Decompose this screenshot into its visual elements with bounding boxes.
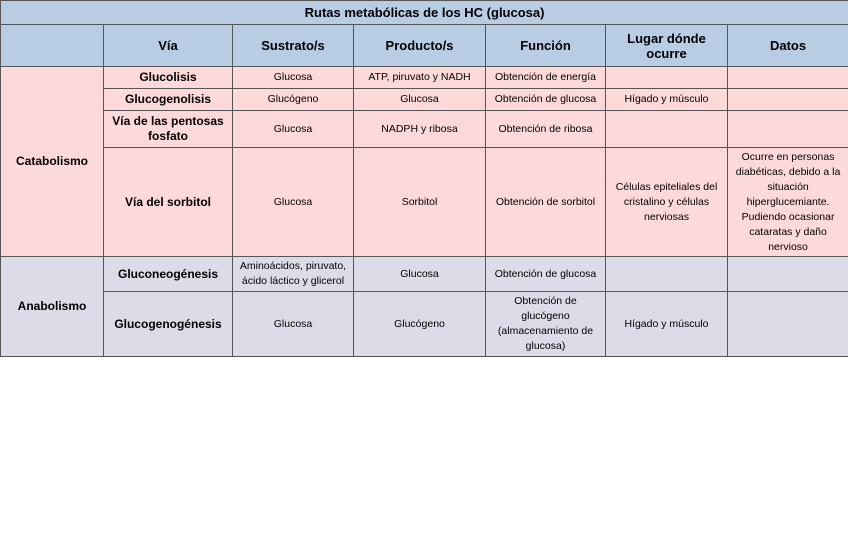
cell-producto: Glucosa (354, 257, 486, 292)
header-sustrato: Sustrato/s (233, 25, 354, 67)
cell-via: Vía de las pentosas fosfato (104, 111, 233, 148)
table-row (1, 292, 848, 357)
cell-lugar: Células epiteliales del cristalino y células nerviosas (606, 148, 728, 257)
cell-via: Vía del sorbitol (104, 148, 233, 257)
cell-sustrato: Glucosa (233, 111, 354, 148)
cell-producto: Glucógeno (354, 292, 486, 357)
table-row (1, 111, 848, 148)
header-funcion: Función (486, 25, 606, 67)
cell-funcion: Obtención de energía (486, 67, 606, 89)
cell-funcion: Obtención de glucosa (486, 257, 606, 292)
cell-lugar (606, 67, 728, 89)
cell-via: Gluconeogénesis (104, 257, 233, 292)
group-anabolismo: Anabolismo (1, 257, 104, 357)
cell-via: Glucolisis (104, 67, 233, 89)
cell-sustrato: Glucosa (233, 67, 354, 89)
cell-lugar (606, 111, 728, 148)
cell-funcion: Obtención de glucosa (486, 89, 606, 111)
cell-datos (728, 292, 848, 357)
header-empty (1, 25, 104, 67)
cell-datos: Ocurre en personas diabéticas, debido a la situación hiperglucemiante. Pudiendo ocasionar cataratas y daño nervioso (728, 148, 848, 257)
cell-datos (728, 111, 848, 148)
header-via: Vía (104, 25, 233, 67)
cell-lugar: Hígado y músculo (606, 89, 728, 111)
header-datos: Datos (728, 25, 848, 67)
cell-via: Glucogenogénesis (104, 292, 233, 357)
cell-producto: Glucosa (354, 89, 486, 111)
cell-datos (728, 67, 848, 89)
cell-lugar: Hígado y músculo (606, 292, 728, 357)
cell-lugar (606, 257, 728, 292)
cell-via: Glucogenolisis (104, 89, 233, 111)
table-row (1, 67, 848, 89)
group-catabolismo: Catabolismo (1, 67, 104, 257)
table-row (1, 89, 848, 111)
cell-datos (728, 257, 848, 292)
table-title: Rutas metabólicas de los HC (glucosa) (1, 1, 848, 25)
header-producto: Producto/s (354, 25, 486, 67)
cell-funcion: Obtención de ribosa (486, 111, 606, 148)
cell-sustrato: Glucógeno (233, 89, 354, 111)
header-row (1, 25, 848, 67)
cell-datos (728, 89, 848, 111)
cell-sustrato: Aminoácidos, piruvato, ácido láctico y glicerol (233, 257, 354, 292)
cell-producto: NADPH y ribosa (354, 111, 486, 148)
cell-sustrato: Glucosa (233, 148, 354, 257)
table-row (1, 257, 848, 292)
cell-producto: ATP, piruvato y NADH (354, 67, 486, 89)
table-row (1, 148, 848, 257)
cell-funcion: Obtención de glucógeno (almacenamiento de glucosa) (486, 292, 606, 357)
cell-producto: Sorbitol (354, 148, 486, 257)
cell-sustrato: Glucosa (233, 292, 354, 357)
cell-funcion: Obtención de sorbitol (486, 148, 606, 257)
header-lugar: Lugar dónde ocurre (606, 25, 728, 67)
